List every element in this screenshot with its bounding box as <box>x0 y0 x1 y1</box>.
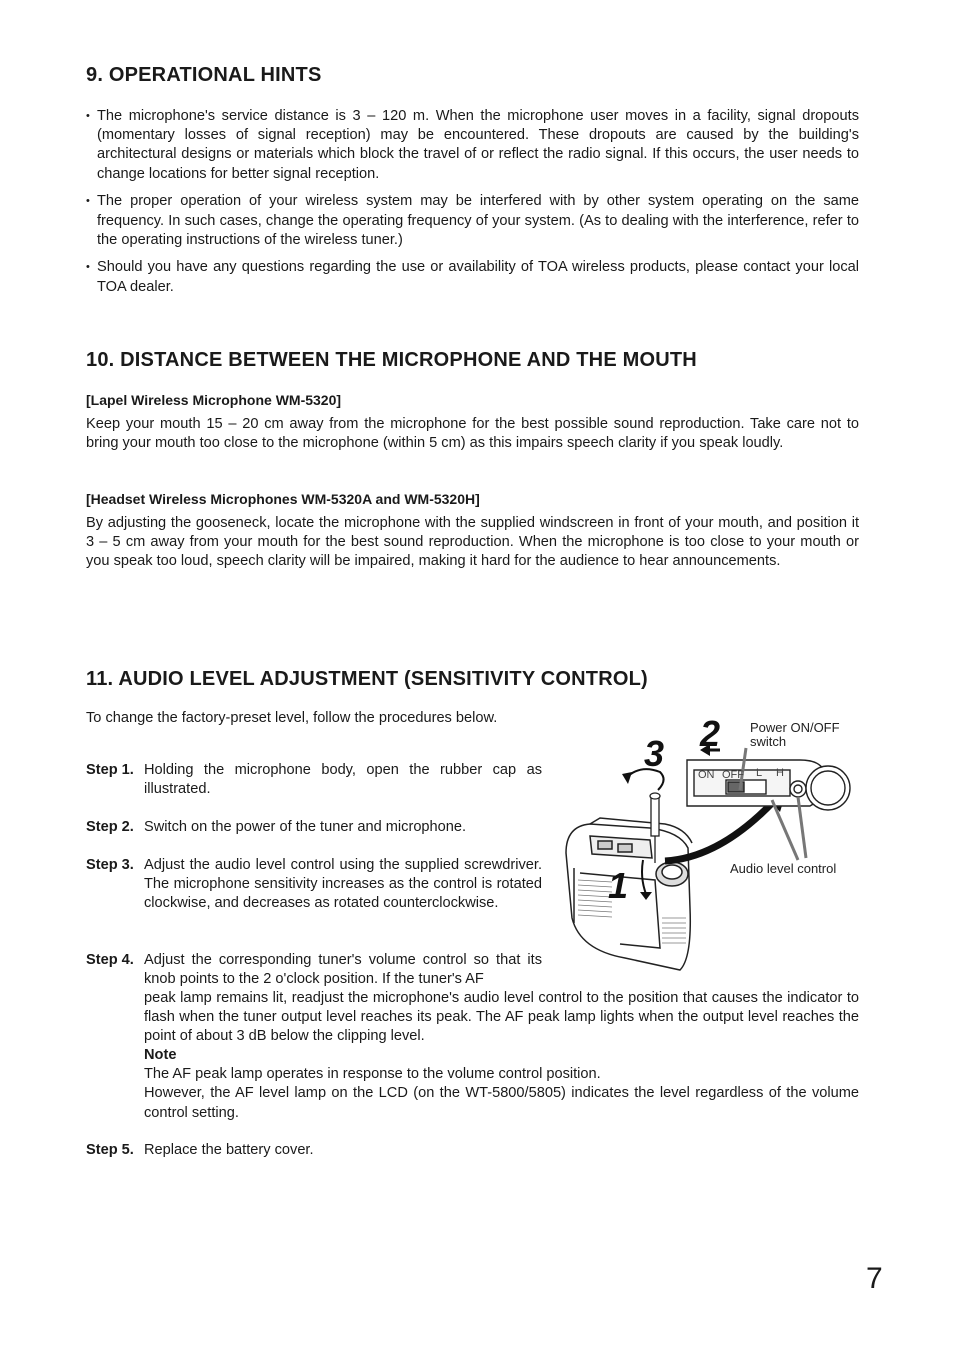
lapel-subheading: [Lapel Wireless Microphone WM-5320] <box>86 392 342 408</box>
list-item: • Should you have any questions regarding the use or availability of TOA wireless products, please contact your local TOA dealer. <box>86 258 859 296</box>
switch-panel <box>687 760 850 810</box>
step-text-a: Adjust the corresponding tuner's volume control so that its knob points to the 2 o'clock position. If the tuner's AF <box>144 952 542 988</box>
step-text: Switch on the power of the tuner and microphone. <box>144 819 467 835</box>
list-item: • The proper operation of your wireless system may be interfered with by other system operating on the same frequency. In such cases, change the operating frequency of your system. (As to dealing with the interference, refer to the operating instructions of the wireless tuner.) <box>86 192 859 250</box>
power-switch-label: Power ON/OFF <box>750 720 840 735</box>
step-text: Holding the microphone body, open the rubber cap as illustrated. <box>144 762 542 798</box>
step-text: Adjust the audio level control using the supplied screwdriver. The microphone sensitivity increases as the control is rotated clockwise, and decreases as rotated counterclockwise. <box>144 857 542 912</box>
step-label: Step 5. <box>86 1142 134 1158</box>
microphone-diagram <box>560 708 860 983</box>
note-title: Note <box>144 1047 177 1063</box>
microphone-body <box>566 818 692 970</box>
step-label: Step 1. <box>86 762 134 778</box>
note-block <box>144 1046 859 1123</box>
switch-off-label: OFF <box>722 769 744 781</box>
step-text: Replace the battery cover. <box>144 1142 314 1158</box>
step-text-b: peak lamp remains lit, readjust the microphone's audio level control to the position that causes the indicator to flash when the tuner output level reaches its peak. The AF peak lamp lights when the output level reaches the point of about 3 dB below the clipping level. <box>144 990 859 1045</box>
intro-paragraph: To change the factory-preset level, follow the procedures below. <box>86 710 498 726</box>
section-11-heading: 11. AUDIO LEVEL ADJUSTMENT (SENSITIVITY CONTROL) <box>86 668 648 690</box>
switch-on-label: ON <box>698 769 715 781</box>
lapel-paragraph: Keep your mouth 15 – 20 cm away from the microphone for the best possible sound reproduction. Take care not to bring your mouth too close to the microphone (within 5 cm) as this impairs speech clarity if you speak loudly. <box>86 416 859 452</box>
operational-hints-list <box>86 107 859 305</box>
switch-l-label: L <box>756 767 763 779</box>
headset-paragraph: By adjusting the gooseneck, locate the microphone with the supplied windscreen in front of your mouth, and position it 3 – 5 cm away from your mouth for the best sound reproduction. When the microphone is too close to your mouth or you speak too loud, speech clarity will be impaired, making it hard for the audience to hear announcements. <box>86 515 859 570</box>
step-label: Step 2. <box>86 819 134 835</box>
step-number-3: 3 <box>644 733 665 774</box>
switch-h-label: H <box>776 767 784 779</box>
step-label: Step 3. <box>86 857 134 873</box>
step-label: Step 4. <box>86 952 134 968</box>
step-number-1: 1 <box>608 865 629 906</box>
headset-subheading: [Headset Wireless Microphones WM-5320A and WM-5320H] <box>86 491 480 507</box>
section-10-heading: 10. DISTANCE BETWEEN THE MICROPHONE AND THE MOUTH <box>86 349 697 371</box>
section-9-heading: 9. OPERATIONAL HINTS <box>86 64 322 86</box>
note-line-2: However, the AF level lamp on the LCD (on the WT-5800/5805) indicates the level regardless of the volume control setting. <box>144 1085 859 1121</box>
list-item: • The microphone's service distance is 3 – 120 m. When the microphone user moves in a facility, signal dropouts (momentary losses of signal reception) may be encountered. These dropouts are caused by the building's architectural designs or materials which block the travel of or reflect the radio signal. If this occurs, the user needs to change locations for better signal reception. <box>86 107 859 184</box>
power-switch-label-2: switch <box>750 734 787 749</box>
step-number-2: 2 <box>700 713 721 754</box>
audio-level-label: Audio level control <box>730 861 837 876</box>
note-line-1: The AF peak lamp operates in response to the volume control position. <box>144 1066 601 1083</box>
page-number: 7 <box>866 1262 883 1295</box>
